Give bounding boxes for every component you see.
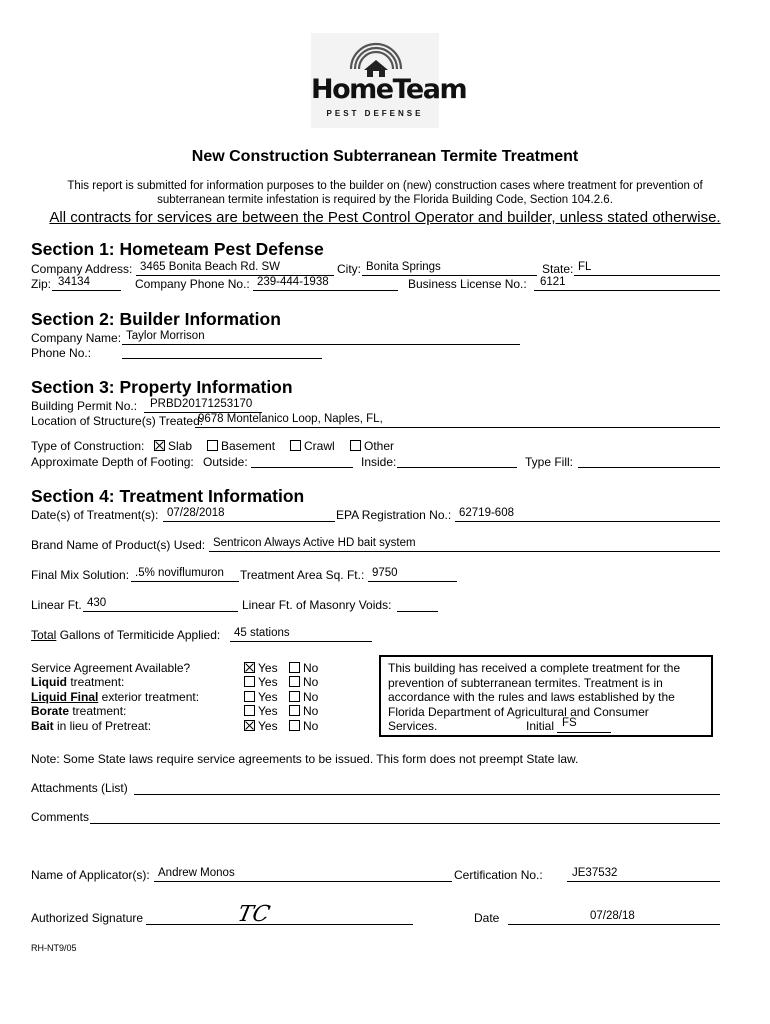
no-label: No	[303, 675, 319, 689]
section-1-heading: Section 1: Hometeam Pest Defense	[31, 239, 324, 259]
signature-label: Authorized Signature	[31, 911, 144, 925]
signature-line	[146, 924, 413, 925]
no-checkbox[interactable]	[289, 676, 300, 687]
location-label: Location of Structure(s) Treated:	[31, 414, 204, 428]
type-fill-line	[578, 467, 720, 468]
company-phone-line	[253, 290, 398, 291]
gallons-total-label: Total	[31, 628, 57, 642]
builder-company-label: Company Name:	[31, 331, 122, 345]
epa-label: EPA Registration No.:	[336, 508, 452, 522]
date-value: 07/28/18	[590, 910, 635, 922]
linear-ft-line	[83, 611, 238, 612]
yes-checkbox[interactable]	[244, 691, 255, 702]
other-label: Other	[364, 439, 395, 453]
yes-label: Yes	[258, 690, 278, 704]
section-4-heading: Section 4: Treatment Information	[31, 486, 305, 506]
city-value: Bonita Springs	[366, 261, 441, 273]
area-line	[368, 581, 457, 582]
gallons-label	[31, 628, 220, 642]
initial-line	[557, 732, 611, 733]
agreement-row-label	[31, 719, 151, 733]
logo	[311, 33, 467, 128]
type-fill-label: Type Fill:	[525, 455, 574, 469]
treatment-dates-line	[163, 521, 335, 522]
mix-label: Final Mix Solution:	[31, 568, 130, 582]
state-line	[574, 275, 720, 276]
page-title: New Construction Subterranean Termite Treatment	[191, 148, 579, 165]
certification-value: JE37532	[572, 867, 618, 879]
city-line	[362, 275, 537, 276]
agreement-rest: treatment:	[67, 675, 125, 689]
state-law-note: Note: Some State laws require service agreements to be issued. This form does not preempt State law.	[31, 752, 579, 766]
applicator-line	[154, 881, 452, 882]
agreement-no-option[interactable]	[289, 719, 318, 733]
yes-checkbox[interactable]	[244, 705, 255, 716]
location-value: 9678 Montelanico Loop, Naples, FL,	[198, 413, 383, 425]
agreement-yes-option[interactable]	[244, 675, 278, 689]
company-address-label: Company Address:	[31, 262, 133, 276]
comments-label: Comments	[31, 810, 90, 824]
zip-label: Zip:	[31, 277, 52, 291]
statement-line: Services.	[388, 719, 438, 734]
agreement-yes-option[interactable]	[244, 704, 278, 718]
initial-label: Initial	[526, 719, 555, 733]
no-checkbox[interactable]	[289, 662, 300, 673]
area-label: Treatment Area Sq. Ft.:	[240, 568, 365, 582]
epa-value: 62719-608	[459, 507, 514, 519]
agreement-no-option[interactable]	[289, 704, 318, 718]
intro-line-1: This report is submitted for information purposes to the builder on (new) construction cases where treatment for prevention of	[67, 180, 703, 192]
crawl-checkbox[interactable]	[290, 440, 301, 451]
agreement-rest: treatment:	[69, 704, 127, 718]
agreement-yes-option[interactable]	[244, 690, 278, 704]
outside-line	[251, 467, 353, 468]
comments-line	[90, 823, 720, 824]
applicator-label: Name of Applicator(s):	[31, 868, 150, 882]
yes-label: Yes	[258, 704, 278, 718]
no-label: No	[303, 719, 319, 733]
date-label: Date	[474, 911, 500, 925]
no-checkbox[interactable]	[289, 691, 300, 702]
statement-line: accordance with the rules and laws established by the	[388, 690, 675, 705]
depth-label: Approximate Depth of Footing:	[31, 455, 194, 469]
yes-checkbox[interactable]	[244, 720, 255, 731]
section-3-heading: Section 3: Property Information	[31, 377, 293, 397]
construction-type-label: Type of Construction:	[31, 439, 145, 453]
slab-checkbox[interactable]	[154, 440, 165, 451]
state-label: State:	[542, 262, 574, 276]
initial-value: FS	[562, 717, 577, 729]
applicator-value: Andrew Monos	[158, 867, 235, 879]
masonry-label: Linear Ft. of Masonry Voids:	[242, 598, 392, 612]
intro-line-2: subterranean termite infestation is required by the Florida Building Code, Section 104.2.6.	[157, 194, 613, 206]
gallons-line	[230, 641, 372, 642]
builder-company-line	[122, 344, 520, 345]
agreement-row-label	[31, 704, 126, 718]
construction-crawl[interactable]	[290, 439, 335, 453]
mix-line	[131, 581, 239, 582]
brand-label: Brand Name of Product(s) Used:	[31, 538, 206, 552]
city-label: City:	[337, 262, 361, 276]
agreement-no-option[interactable]	[289, 661, 318, 675]
license-value: 6121	[540, 276, 566, 288]
construction-other[interactable]	[350, 439, 394, 453]
inside-line	[397, 467, 517, 468]
form-code: RH-NT9/05	[31, 943, 77, 953]
mix-value: .5% noviflumuron	[135, 567, 224, 579]
gallons-label-text: Gallons of Termiticide Applied:	[59, 628, 221, 642]
treatment-dates-value: 07/28/2018	[167, 507, 225, 519]
no-label: No	[303, 690, 319, 704]
zip-line	[52, 290, 121, 291]
agreement-rest: in lieu of Pretreat:	[53, 719, 152, 733]
statement-line: This building has received a complete treatment for the	[388, 661, 681, 675]
signature-value: TC	[235, 902, 273, 927]
area-value: 9750	[372, 567, 398, 579]
attachments-label: Attachments (List)	[31, 781, 128, 795]
no-checkbox[interactable]	[289, 705, 300, 716]
agreement-no-option[interactable]	[289, 690, 318, 704]
basement-checkbox[interactable]	[207, 440, 218, 451]
no-label: No	[303, 661, 319, 675]
agreement-row-label	[31, 690, 199, 704]
brand-value: Sentricon Always Active HD bait system	[213, 537, 416, 549]
no-checkbox[interactable]	[289, 720, 300, 731]
builder-phone-line	[122, 358, 322, 359]
license-line	[534, 290, 720, 291]
yes-label: Yes	[258, 661, 278, 675]
attachments-line	[134, 794, 720, 795]
agreement-row-label: Service Agreement Available?	[31, 661, 191, 675]
construction-basement[interactable]	[207, 439, 275, 453]
other-checkbox[interactable]	[350, 440, 361, 451]
yes-checkbox[interactable]	[244, 676, 255, 687]
state-value: FL	[578, 261, 592, 273]
certification-line	[567, 881, 720, 882]
builder-company-value: Taylor Morrison	[126, 330, 205, 342]
agreement-no-option[interactable]	[289, 675, 318, 689]
yes-label: Yes	[258, 675, 278, 689]
zip-value: 34134	[58, 276, 90, 288]
agreement-rest: exterior treatment:	[98, 690, 200, 704]
agreement-yes-option[interactable]	[244, 661, 278, 675]
company-address-value: 3465 Bonita Beach Rd. SW	[140, 261, 280, 273]
yes-label: Yes	[258, 719, 278, 733]
basement-label: Basement	[221, 439, 276, 453]
crawl-label: Crawl	[304, 439, 335, 453]
agreement-yes-option[interactable]	[244, 719, 278, 733]
license-label: Business License No.:	[408, 277, 527, 291]
inside-label: Inside:	[361, 455, 397, 469]
statement-line: prevention of subterranean termites. Treatment is in	[388, 675, 663, 690]
logo-tagline: PEST DEFENSE	[326, 109, 424, 118]
slab-label: Slab	[168, 439, 193, 453]
permit-value: PRBD20171253170	[150, 398, 253, 410]
date-line	[508, 924, 720, 925]
yes-checkbox[interactable]	[244, 662, 255, 673]
location-line	[195, 427, 720, 428]
agreement-bold: Borate	[31, 704, 70, 718]
section-2-heading: Section 2: Builder Information	[31, 309, 281, 329]
masonry-line	[397, 611, 438, 612]
construction-slab[interactable]	[154, 439, 192, 453]
logo-wordmark: HomeTeam	[311, 74, 467, 105]
agreement-bold: Liquid Final	[31, 690, 99, 704]
linear-ft-label: Linear Ft.	[31, 598, 82, 612]
permit-label: Building Permit No.:	[31, 399, 138, 413]
linear-ft-value: 430	[87, 597, 107, 609]
outside-label: Outside:	[203, 455, 248, 469]
no-label: No	[303, 704, 319, 718]
agreement-row-label	[31, 675, 124, 689]
contracts-notice: All contracts for services are between the Pest Control Operator and builder, unless stated otherwise.	[49, 209, 721, 226]
company-phone-label: Company Phone No.:	[135, 277, 250, 291]
agreement-bold: Bait	[31, 719, 54, 733]
gallons-value: 45 stations	[234, 627, 290, 639]
certification-label: Certification No.:	[454, 868, 543, 882]
treatment-dates-label: Date(s) of Treatment(s):	[31, 508, 159, 522]
builder-phone-label: Phone No.:	[31, 346, 92, 360]
brand-line	[209, 551, 720, 552]
company-phone-value: 239-444-1938	[257, 276, 329, 288]
statement-line: Florida Department of Agricultural and Consumer	[388, 704, 649, 719]
epa-line	[455, 521, 720, 522]
agreement-bold: Liquid	[31, 675, 67, 689]
